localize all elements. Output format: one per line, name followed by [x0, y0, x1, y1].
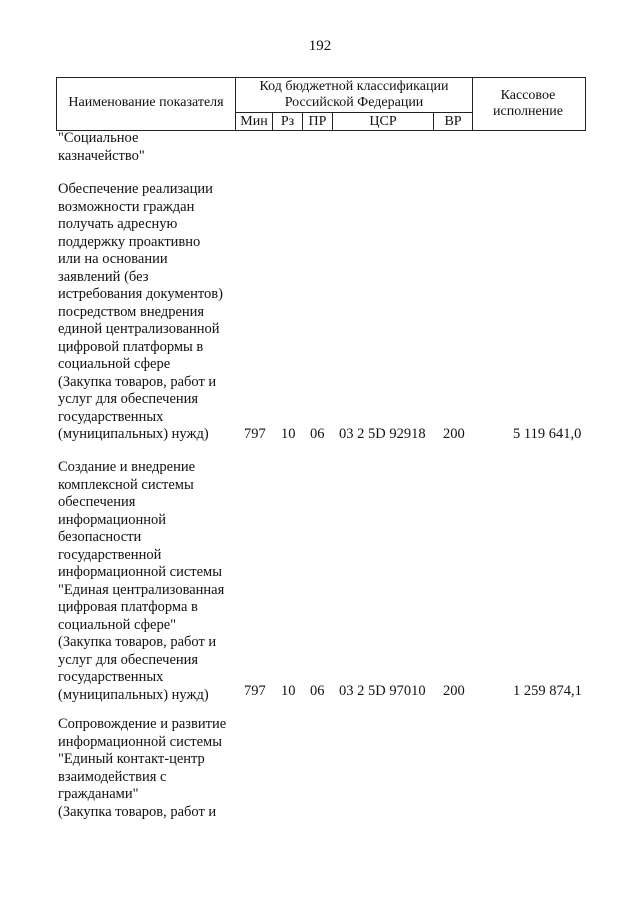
page-number: 192 [308, 38, 332, 54]
row-name: Создание и внедрение комплексной системы обеспечения информационной безопасности государственной информационной системы "Единая централизованная цифровая платформа в социальной сфере" (Закупка товаров, работ и услуг для обеспечения государственных (муниципальных) нужд) [58, 459, 225, 703]
header-amount-column: Кассовое исполнение [493, 88, 563, 119]
row-amount: 1 259 874,1 [513, 683, 582, 699]
divider [472, 77, 473, 130]
header-code-group: Код бюджетной классификации Российской Федерации [259, 79, 449, 110]
row-pr: 06 [310, 426, 325, 442]
header-name-column: Наименование показателя [68, 95, 224, 110]
header-rz: Рз [280, 113, 295, 129]
header-min: Мин [240, 113, 268, 129]
row-min: 797 [244, 426, 266, 442]
header-vr: ВР [444, 113, 462, 129]
row-name: Обеспечение реализации возможности граждан получать адресную поддержку проактивно или на основании заявлений (без истребования документов) посредством внедрения единой централизованной цифровой платформы в социальной сфере (Закупка товаров, работ и услуг для обеспечения государственных (муниципальных) нужд) [58, 181, 223, 442]
header-csr: ЦСР [369, 113, 397, 129]
row-name: "Социальное казначейство" [58, 130, 145, 164]
row-min: 797 [244, 683, 266, 699]
row-csr: 03 2 5D 97010 [339, 683, 426, 699]
row-pr: 06 [310, 683, 325, 699]
row-name: Сопровождение и развитие информационной системы "Единый контакт-центр взаимодействия с гражданами" (Закупка товаров, работ и [58, 716, 227, 820]
header-pr: ПР [308, 113, 327, 129]
row-rz: 10 [281, 426, 296, 442]
row-vr: 200 [443, 426, 465, 442]
row-vr: 200 [443, 683, 465, 699]
row-amount: 5 119 641,0 [513, 426, 582, 442]
row-csr: 03 2 5D 92918 [339, 426, 426, 442]
row-rz: 10 [281, 683, 296, 699]
